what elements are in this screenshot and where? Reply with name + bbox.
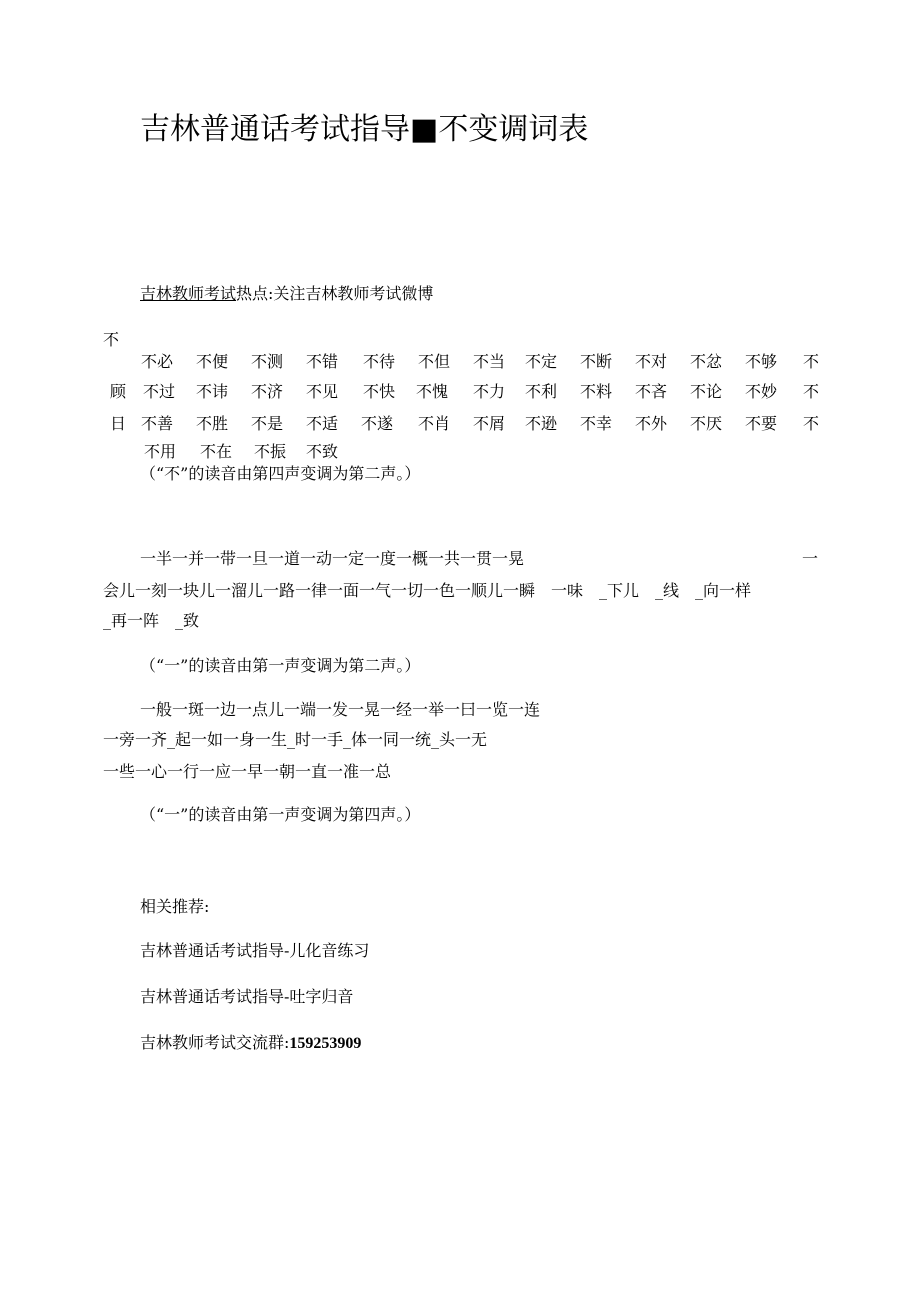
group-line bbox=[140, 1032, 361, 1055]
bu-word: 不断 bbox=[580, 352, 613, 371]
bu-word: 不见 bbox=[306, 382, 339, 401]
bu-word: 不济 bbox=[251, 382, 284, 401]
bu-word: 不对 bbox=[635, 352, 668, 371]
bu-word: 不逊 bbox=[525, 414, 558, 433]
related-link-erhua[interactable]: 吉林普通话考试指导-儿化音练习 bbox=[140, 941, 370, 960]
bu-word: 不测 bbox=[251, 352, 284, 371]
bu-word: 不必 bbox=[141, 352, 174, 371]
hot-line bbox=[140, 283, 433, 305]
yi-note-1: （“一”的读音由第一声变调为第二声。） bbox=[140, 656, 421, 675]
yi-line-4: 一般一斑一边一点儿一端一发一晃一经一举一曰一览一连 bbox=[140, 700, 541, 719]
bu-word: 不力 bbox=[473, 382, 506, 401]
bu-word: 不吝 bbox=[635, 382, 668, 401]
bu-word: 不胜 bbox=[196, 414, 229, 433]
bu-row-4 bbox=[103, 441, 820, 463]
related-link-tuzi[interactable]: 吉林普通话考试指导-吐字归音 bbox=[140, 987, 354, 1006]
yi-line-5: 一旁一齐_起一如一身一生_时一手_体一同一统_头一无 bbox=[103, 730, 488, 749]
page-title: 吉林普通话考试指导■不变调词表 bbox=[140, 112, 589, 147]
bu-word: 不 bbox=[803, 382, 820, 401]
bu-word: 不妙 bbox=[745, 382, 778, 401]
bu-word: 不致 bbox=[306, 442, 339, 461]
bu-word: 不振 bbox=[254, 442, 287, 461]
bu-word: 不错 bbox=[306, 352, 339, 371]
bu-word: 不 bbox=[803, 414, 820, 433]
bu-word: 不在 bbox=[200, 442, 233, 461]
bu-word: 不屑 bbox=[473, 414, 506, 433]
hot-link[interactable]: 吉林教师考试 bbox=[140, 284, 237, 303]
yi-line-1: 一半一并一带一旦一道一动一定一度一概一共一贯一晃 bbox=[140, 549, 525, 568]
bu-word: 不利 bbox=[525, 382, 558, 401]
bu-word: 顾 bbox=[110, 382, 127, 401]
yi-line-2: 会儿一刻一块儿一溜儿一路一律一面一气一切一色一顺儿一瞬 一味 _下儿 _线 _向一样 bbox=[103, 581, 752, 600]
bu-note: （“不”的读音由第四声变调为第二声。） bbox=[140, 464, 421, 483]
bu-word: 不要 bbox=[745, 414, 778, 433]
bu-word: 不厌 bbox=[690, 414, 723, 433]
bu-word: 不当 bbox=[473, 352, 506, 371]
bu-row-1 bbox=[103, 351, 820, 373]
bu-row-3 bbox=[103, 413, 820, 435]
yi-note-2: （“一”的读音由第一声变调为第四声。） bbox=[140, 805, 421, 824]
bu-word: 不善 bbox=[141, 414, 174, 433]
hot-text: 热点:关注吉林教师考试微博 bbox=[236, 284, 434, 303]
group-number: 159253909 bbox=[289, 1035, 362, 1052]
bu-word: 不过 bbox=[143, 382, 176, 401]
bu-word: 不幸 bbox=[580, 414, 613, 433]
bu-word: 不忿 bbox=[690, 352, 723, 371]
bu-head: 不 bbox=[103, 330, 120, 349]
bu-word: 不论 bbox=[690, 382, 723, 401]
bu-word: 不便 bbox=[196, 352, 229, 371]
bu-word: 不但 bbox=[418, 352, 451, 371]
bu-word: 不是 bbox=[251, 414, 284, 433]
bu-word: 不快 bbox=[363, 382, 396, 401]
yi-line-6: 一些一心一行一应一早一朝一直一准一总 bbox=[103, 762, 392, 781]
bu-word: 不待 bbox=[363, 352, 396, 371]
yi-line-3: _再一阵 _致 bbox=[103, 611, 200, 630]
bu-word: 不肖 bbox=[418, 414, 451, 433]
bu-word: 不愧 bbox=[416, 382, 449, 401]
bu-word: 不够 bbox=[745, 352, 778, 371]
bu-word: 不定 bbox=[525, 352, 558, 371]
bu-word: 不 bbox=[803, 352, 820, 371]
bu-word: 不讳 bbox=[196, 382, 229, 401]
related-label: 相关推荐: bbox=[140, 897, 210, 916]
bu-word: 不料 bbox=[580, 382, 613, 401]
bu-word: 不用 bbox=[144, 442, 177, 461]
bu-word: 不遂 bbox=[361, 414, 394, 433]
group-label: 吉林教师考试交流群: bbox=[140, 1033, 290, 1052]
bu-word: 不外 bbox=[635, 414, 668, 433]
bu-row-2 bbox=[103, 381, 820, 403]
bu-word: 不适 bbox=[306, 414, 339, 433]
yi-line-1-end: 一 bbox=[802, 549, 819, 568]
bu-word: 日 bbox=[110, 414, 127, 433]
